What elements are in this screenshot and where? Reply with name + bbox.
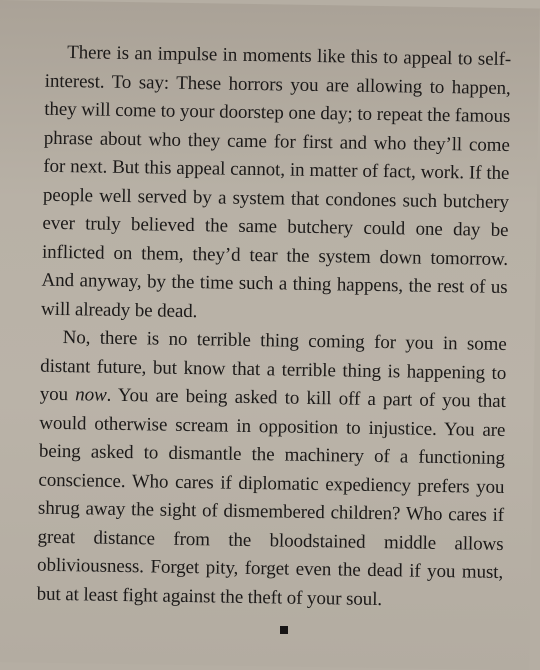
paragraph-2-text-b: . You are being asked to kill off a part of you that would otherwise scream in opposition to injustice. You are being asked to dismantle the machinery of a functioning conscience. Who cares if diplomatic expediency prefers you shrug away the sight of dismembered children? Who cares if great distance from the bloodstained middle allows obliviousness. Forget pity, forget even the dead if you must, but at least fight against the theft of your soul. [36, 384, 506, 610]
paragraph-2 [36, 324, 506, 616]
paragraph-1: There is an impulse in moments like this to appeal to self-interest. To say: These horrors you are allowing to happen, they will come to your doorstep one day; to repeat the famous phrase about who they came for first and who they’ll come for next. But this appeal cannot, in matter of fact, work. If the people well served by a system that condones such butchery ever truly believed the same butchery could one day be inflicted on them, they’d tear the system down tomorrow. And anyway, by the time such a thing happens, the rest of us will already be dead. [40, 42, 512, 322]
paragraph-2-text-a: No, there is no terrible thing coming for you in some distant future, but know that a terrible thing is happening to you [39, 327, 507, 406]
emphasis-now: now [75, 384, 107, 406]
section-end-square [280, 626, 288, 634]
